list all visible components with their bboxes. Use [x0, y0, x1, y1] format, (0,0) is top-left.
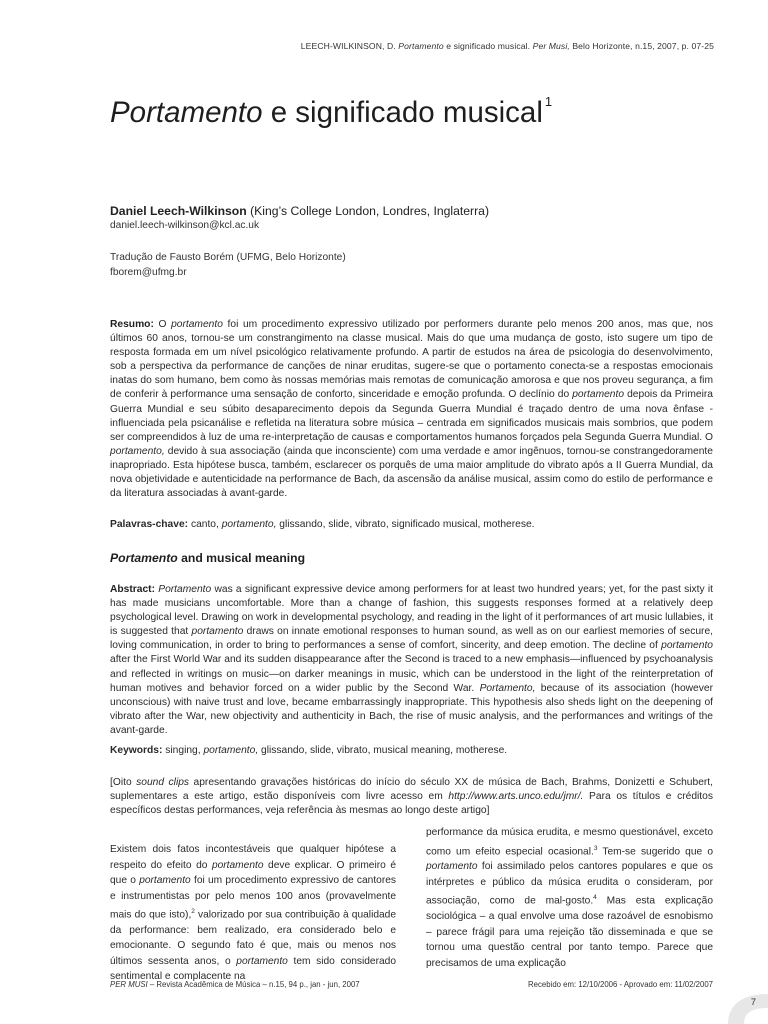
footnote-ref-2[interactable]: 2: [191, 908, 195, 915]
english-title-rest: and musical meaning: [181, 551, 306, 565]
note-text: Para os títulos e créditos específicos destas performances, veja referência às mesmas ao longo deste artigo]: [110, 791, 713, 817]
footnote-ref-4[interactable]: 4: [593, 894, 597, 902]
abstract-text: after the First World War and its sudden disappearance after the Second is traced to a new emphasis—influenced by psychoanalysis and reflected in writings on music—on darker meanings in music, which can be understood in the light of the reinterpretation of human motives and behavior forced on a wider public by the Second War.: [110, 654, 713, 694]
corner-swirl-icon: [698, 964, 768, 1024]
abstract-text: was a significant expressive device among performers for at least two hundred years; yet, for the past sixty it has made musicians uncomfortable. More than a change of fashion, this suggests responses formed at a relatively deep psychological level. Drawing on work in developmental psychology, and reading in the light of it performances of art music lullabies, it is suggested that: [110, 584, 713, 638]
author-line: [110, 204, 489, 218]
title-footnote-ref[interactable]: 1: [544, 94, 553, 109]
header-journal: Per Musi,: [532, 41, 570, 51]
body-italic: portamento: [236, 955, 288, 967]
footnote-ref-3[interactable]: 3: [593, 844, 598, 852]
footer-journal: [110, 980, 360, 989]
body-italic: portamento: [139, 875, 191, 886]
abstract-italic: Portamento: [158, 584, 212, 595]
palavras-italic: portamento,: [221, 519, 277, 530]
abstract-label: Abstract:: [110, 584, 155, 595]
palavras-text: glissando, slide, vibrato, significado musical, motherese.: [279, 519, 535, 530]
title-italic: Portamento: [110, 96, 263, 129]
palavras-chave: [110, 519, 535, 530]
sound-clips-note: [110, 776, 713, 818]
author-name: Daniel Leech-Wilkinson: [110, 204, 247, 218]
body-text: Existem dois fatos incontestáveis que qualquer hipótese a respeito do efeito do: [110, 844, 396, 871]
abstract-italic: portamento: [191, 626, 244, 638]
footer-journal-issue: – Revista Acadêmica de Música – n.15, 94 p., jan - jun, 2007: [149, 980, 360, 989]
footer-journal-name: PER MUSI: [110, 980, 148, 989]
note-italic: sound clips: [136, 777, 190, 788]
translator-line: Tradução de Fausto Borém (UFMG, Belo Horizonte): [110, 252, 346, 263]
body-text: performance da música erudita, e mesmo questionável, exceto como um efeito especial ocasional.: [426, 827, 713, 857]
body-italic: portamento: [211, 859, 264, 871]
resumo-text: depois da Primeira Guerra Mundial e seu súbito desaparecimento depois da Segunda Guerra Mundial é traçado dentro de uma nova ênfase - influenciada pela psicanálise e refletida na literatura sobre música – centrada em significados musicais mais sombrios, que podem ser compreendidos à luz de uma re-interpretação de causas e comportamentos humanos forçados pela Segunda Guerra Mundial. O: [110, 389, 713, 443]
header-title-rest: e significado musical.: [446, 41, 531, 51]
abstract-text: draws on innate emotional responses to human sound, as well as on our earliest memories of secure, loving communication, in order to bring to performances a sense of comfort, sincerity, and deep emotion. The decline of: [110, 626, 713, 652]
author-email[interactable]: daniel.leech-wilkinson@kcl.ac.uk: [110, 220, 260, 231]
translator-email[interactable]: fborem@ufmg.br: [110, 267, 187, 278]
running-header: [301, 41, 714, 51]
abstract-paragraph: [110, 583, 713, 738]
resumo-text: foi um procedimento expressivo utilizado por performers durante pelo menos 200 anos, mas que, nos últimos 60 anos, tornou-se um constrangimento na classe musical. Mais do que uma mudança de gosto, isto sugere um tipo de resposta formada em um nível psicológico relativamente profundo. A partir de estudos na área de psicologia do desenvolvimento, sob a perspectiva da performance de canções de ninar eruditas, sugere-se que o portamento conecta-se a respostas emocionais inatas do som humano, bem como às nossas memórias mais remotas de comunicação amorosa e que nos proveu segurança, a fim de conferir à performance uma sensação de conforto, sinceridade e emoção profunda. O declínio do: [110, 319, 713, 401]
body-text: Mas esta explicação sociológica – a qual envolve uma dose razoável de esnobismo – parece frágil para uma rejeição tão disseminada e que se tornou uma questão central por tanto tempo. Parece que precisamos de uma explicação: [426, 895, 713, 969]
english-title: [110, 551, 305, 565]
resumo-italic: portamento: [171, 319, 223, 330]
resumo-text: O: [158, 319, 167, 330]
note-text: [Oito: [110, 777, 132, 788]
body-text: foi um procedimento expressivo de cantores e instrumentistas por pelo menos 100 anos (provavelmente mais do que isto),: [110, 875, 396, 921]
abstract-italic: portamento: [661, 640, 713, 652]
palavras-label: Palavras-chave:: [110, 519, 189, 530]
sound-clips-link[interactable]: http://www.arts.unco.edu/jmr/.: [448, 791, 584, 803]
page-number: 7: [750, 997, 756, 1008]
body-text: deve explicar. O primeiro é que o: [110, 859, 396, 886]
resumo-italic: portamento: [572, 389, 625, 401]
footer-received: Recebido em: 12/10/2006 - Aprovado em: 11/02/2007: [528, 980, 713, 989]
english-title-italic: Portamento: [110, 551, 178, 565]
abstract-text: because of its association (however unconscious) with naive trust and love, became embarrassingly inappropriate. This hypothesis also sheds light on the deepening of vibrato after the War, new objectivity and authenticity in Bach, the rise of music analysis, and the performances and writings of the avant-garde.: [110, 682, 713, 736]
author-affiliation: (King’s College London, Londres, Inglaterra): [250, 204, 490, 218]
body-column-left: [110, 842, 396, 985]
resumo-label: Resumo:: [110, 319, 154, 330]
resumo-italic: portamento,: [110, 445, 165, 457]
header-author: LEECH-WILKINSON, D.: [300, 41, 396, 51]
title-rest: e significado musical: [270, 96, 543, 129]
keywords: [110, 745, 507, 756]
keywords-text: singing,: [165, 745, 201, 756]
body-text: Tem-se sugerido que o: [602, 845, 713, 857]
body-text: foi assimilado pelos cantores populares e que os intérpretes e público da música erudita o consideram, por associação, como de mal-gosto.: [426, 861, 713, 907]
header-title-italic: Portamento: [398, 41, 444, 51]
body-text: tem sido considerado sentimental e complacente na: [110, 955, 396, 983]
abstract-italic: Portamento,: [479, 682, 536, 694]
body-italic: portamento: [426, 861, 478, 873]
keywords-text: glissando, slide, vibrato, musical meaning, motherese.: [261, 745, 508, 756]
keywords-italic: portamento,: [203, 745, 259, 756]
resumo-text: devido à sua associação (ainda que inconsciente) com uma verdade e amor ingênuos, tornou-se constrangedoramente inapropriado. Esta hipótese busca, também, esclarecer os porquês de uma maior amplitude do vibrato após a II Guerra Mundial, da nova objetividade e autenticidade na performance de Bach, da ascensão da análise musical, assim como do estilo de performance e da literatura associadas à avant-garde.: [110, 445, 713, 500]
body-text: valorizado por sua contribuição à qualidade da performance: bem realizado, era considerado belo e emocionante. O segundo fato é que, mais ou menos nos últimos sessenta anos, o: [110, 909, 396, 967]
resumo-paragraph: [110, 318, 713, 501]
article-title: [110, 96, 552, 130]
palavras-text: canto,: [190, 519, 219, 530]
keywords-label: Keywords:: [110, 745, 163, 756]
note-text: apresentando gravações históricas do início do século XX de música de Bach, Brahms, Donizetti e Schubert, suplementares a este artigo, estão disponíveis com livre acesso em: [110, 777, 713, 803]
header-issue: Belo Horizonte, n.15, 2007, p. 07-25: [572, 41, 714, 51]
body-column-right: [426, 825, 713, 971]
